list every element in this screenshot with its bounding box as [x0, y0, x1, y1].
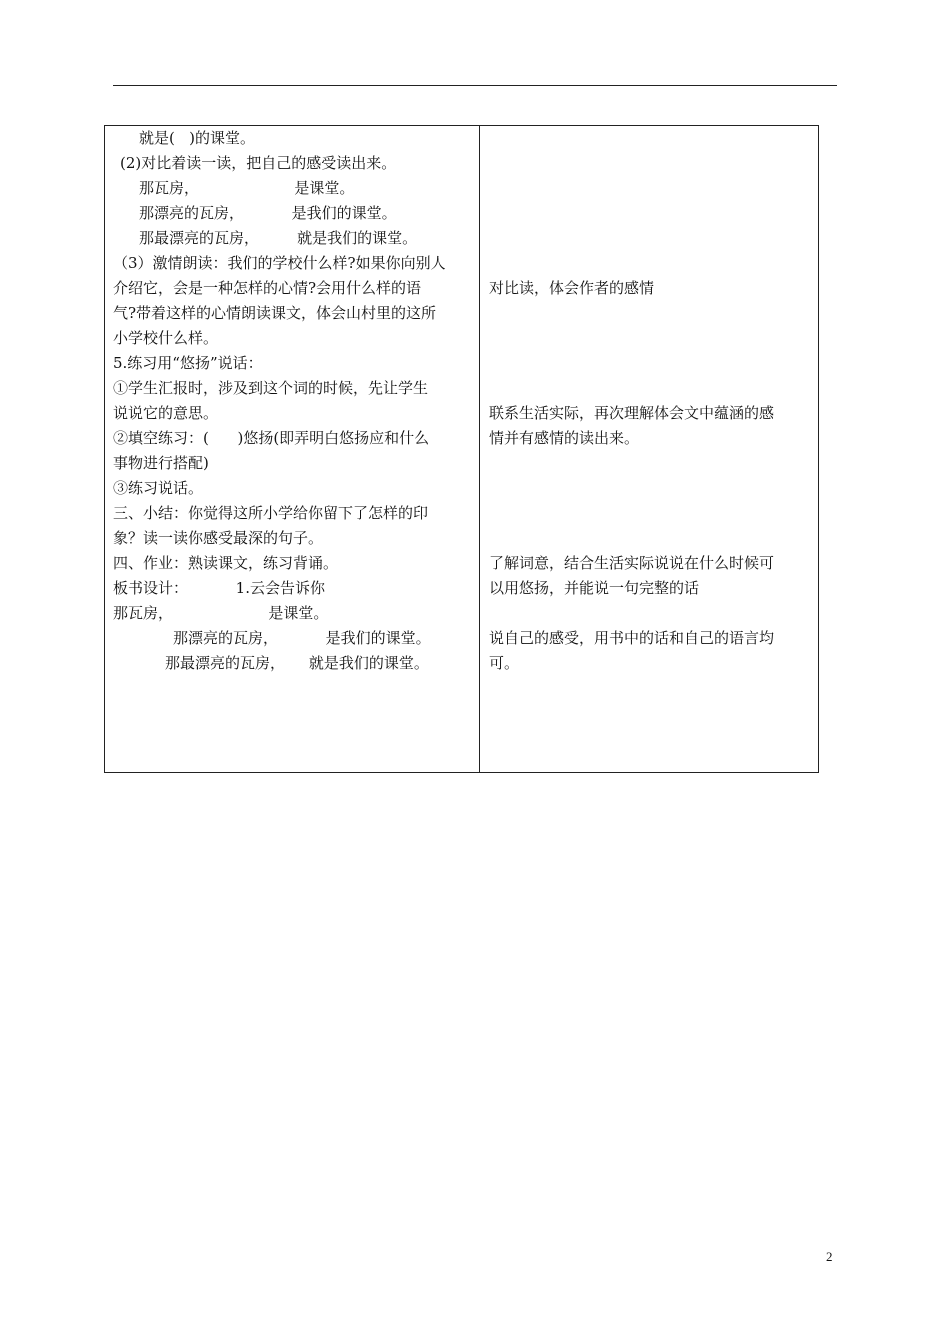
right-line: 联系生活实际，再次理解体会文中蕴涵的感 — [489, 404, 775, 422]
left-line: 象？读一读你感受最深的句子。 — [113, 529, 324, 547]
left-line: ③练习说话。 — [113, 479, 204, 497]
left-line: 事物进行搭配) — [113, 454, 209, 472]
left-line: 介绍它，会是一种怎样的心情?会用什么样的语 — [113, 279, 422, 297]
left-line: 板书设计： 1.云会告诉你 — [113, 579, 325, 597]
right-line: 以用悠扬，并能说一句完整的话 — [489, 579, 700, 597]
left-line: 小学校什么样。 — [113, 329, 219, 347]
column-divider — [479, 125, 480, 773]
left-line: 就是( )的课堂。 — [139, 129, 256, 147]
left-line: （3）激情朗读：我们的学校什么样?如果你向别人 — [113, 254, 446, 272]
left-line: 那最漂亮的瓦房， 就是我们的课堂。 — [165, 654, 429, 672]
page-number: 2 — [826, 1249, 833, 1264]
lesson-table — [104, 125, 819, 773]
header-rule — [113, 85, 837, 86]
left-line: 那瓦房， 是课堂。 — [139, 179, 355, 197]
left-line: 三、小结：你觉得这所小学给你留下了怎样的印 — [113, 504, 429, 522]
right-line: 了解词意，结合生活实际说说在什么时候可 — [489, 554, 775, 572]
right-line: 可。 — [489, 654, 520, 672]
left-line: 气?带着这样的心情朗读课文，体会山村里的这所 — [113, 304, 437, 322]
right-line: 对比读，体会作者的感情 — [489, 279, 655, 297]
left-line: 说说它的意思。 — [113, 404, 219, 422]
right-line: 说自己的感受，用书中的话和自己的语言均 — [489, 629, 775, 647]
right-line: 情并有感情的读出来。 — [489, 429, 640, 447]
left-line: 那漂亮的瓦房， 是我们的课堂。 — [173, 629, 431, 647]
left-line: 那漂亮的瓦房， 是我们的课堂。 — [139, 204, 397, 222]
left-line: ②填空练习：( )悠扬(即弄明白悠扬应和什么 — [113, 429, 430, 447]
left-line: ①学生汇报时，涉及到这个词的时候，先让学生 — [113, 379, 429, 397]
left-line: 那瓦房， 是课堂。 — [113, 604, 329, 622]
left-line: 5.练习用“悠扬”说话： — [113, 354, 263, 372]
left-line: 四、作业：熟读课文，练习背诵。 — [113, 554, 339, 572]
left-line: 那最漂亮的瓦房， 就是我们的课堂。 — [139, 229, 418, 247]
left-line: (2)对比着读一读，把自己的感受读出来。 — [120, 154, 397, 172]
